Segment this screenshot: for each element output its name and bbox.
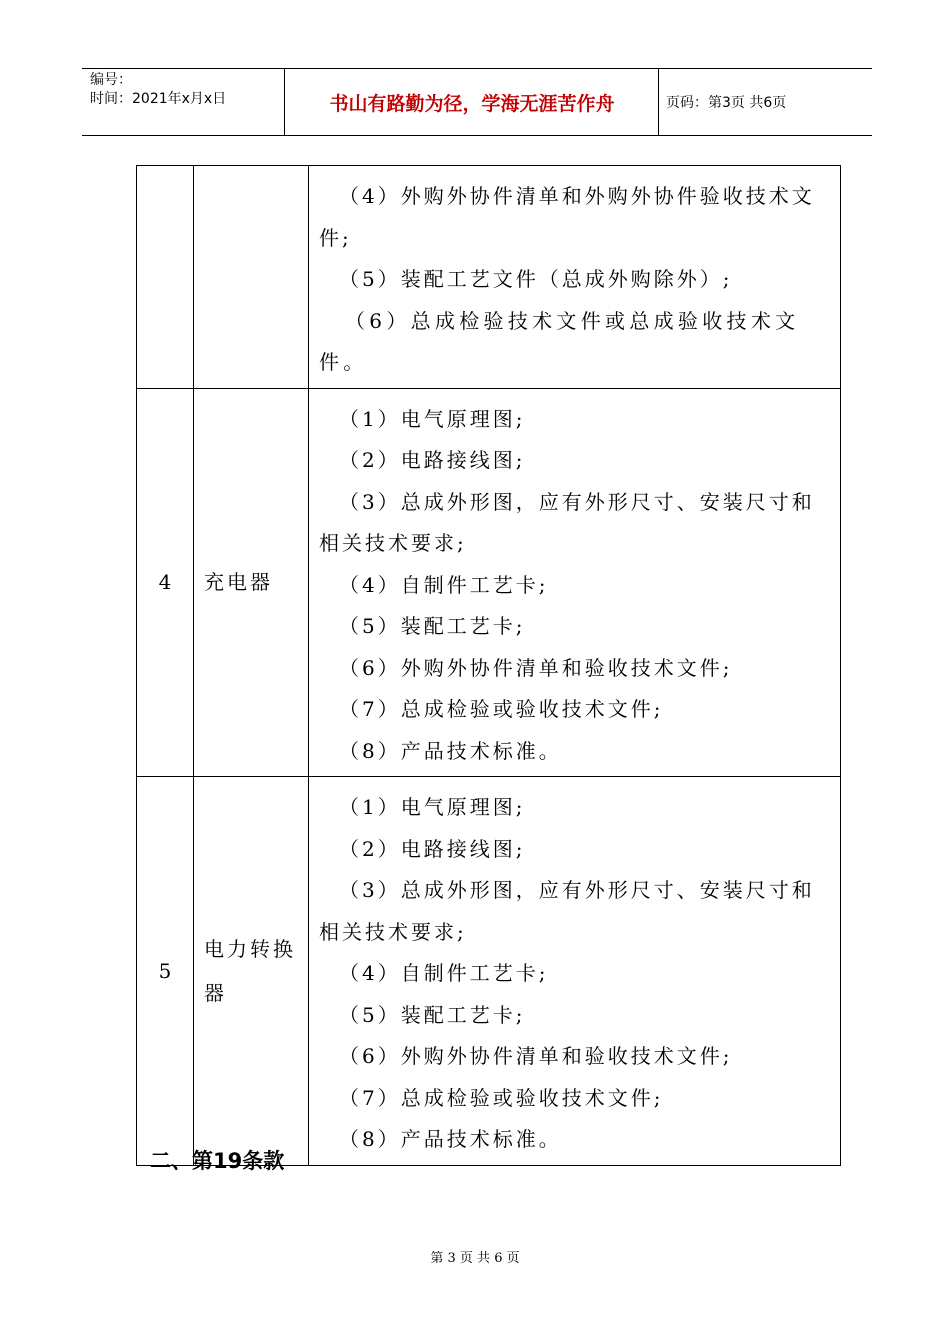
list-item: （6）总成检验技术文件或总成验收技术文件。 <box>319 308 800 374</box>
list-item: （1）电气原理图; <box>339 406 526 431</box>
list-item: （4）自制件工艺卡; <box>339 961 549 985</box>
list-item: （8）产品技术标准。 <box>339 738 562 763</box>
row-items <box>309 388 841 777</box>
list-item: （3）总成外形图，应有外形尺寸、安装尺寸和相关技术要求; <box>319 489 815 555</box>
requirements-table <box>136 165 841 1166</box>
header-page-label: 页码：第3页 共6页 <box>666 95 787 111</box>
list-item: （2）电路接线图; <box>339 836 526 861</box>
row-number: 5 <box>137 777 194 1166</box>
row-items <box>309 777 841 1166</box>
list-item: （1）电气原理图; <box>339 795 526 819</box>
row-items <box>309 166 841 389</box>
list-item: （7）总成检验或验收技术文件; <box>339 697 664 721</box>
list-item: （6）外购外协件清单和验收技术文件; <box>339 1044 733 1068</box>
list-item: （7）总成检验或验收技术文件; <box>339 1085 664 1110</box>
list-item: （5）装配工艺文件（总成外购除外）; <box>339 267 733 291</box>
header-meta <box>90 71 226 109</box>
list-item: （3）总成外形图，应有外形尺寸、安装尺寸和相关技术要求; <box>319 878 815 944</box>
list-item: （4）自制件工艺卡; <box>339 572 549 597</box>
table-row <box>137 388 841 777</box>
row-number <box>137 166 194 389</box>
document-number-label: 编号： <box>90 72 132 88</box>
list-item: （8）产品技术标准。 <box>339 1127 562 1151</box>
list-item: （5）装配工艺卡; <box>339 1002 526 1027</box>
header-divider <box>284 69 285 135</box>
header-divider <box>658 69 659 135</box>
row-number: 4 <box>137 388 194 777</box>
list-item: （2）电路接线图; <box>339 448 526 472</box>
table-row <box>137 777 841 1166</box>
page-footer: 第 3 页 共 6 页 <box>430 1251 520 1266</box>
row-name <box>194 166 309 389</box>
list-item: （6）外购外协件清单和验收技术文件; <box>339 655 733 680</box>
row-name: 电力转换器 <box>194 777 309 1166</box>
row-name: 充电器 <box>194 388 309 777</box>
table-row <box>137 166 841 389</box>
header-motto: 书山有路勤为径，学海无涯苦作舟 <box>329 92 615 115</box>
list-item: （5）装配工艺卡; <box>339 614 526 638</box>
document-date-label: 时间：2021年x月x日 <box>90 91 227 107</box>
page-header <box>82 68 872 136</box>
list-item: （4）外购外协件清单和外购外协件验收技术文件; <box>319 184 815 250</box>
section-heading: 二、第19条款 <box>150 1149 285 1173</box>
